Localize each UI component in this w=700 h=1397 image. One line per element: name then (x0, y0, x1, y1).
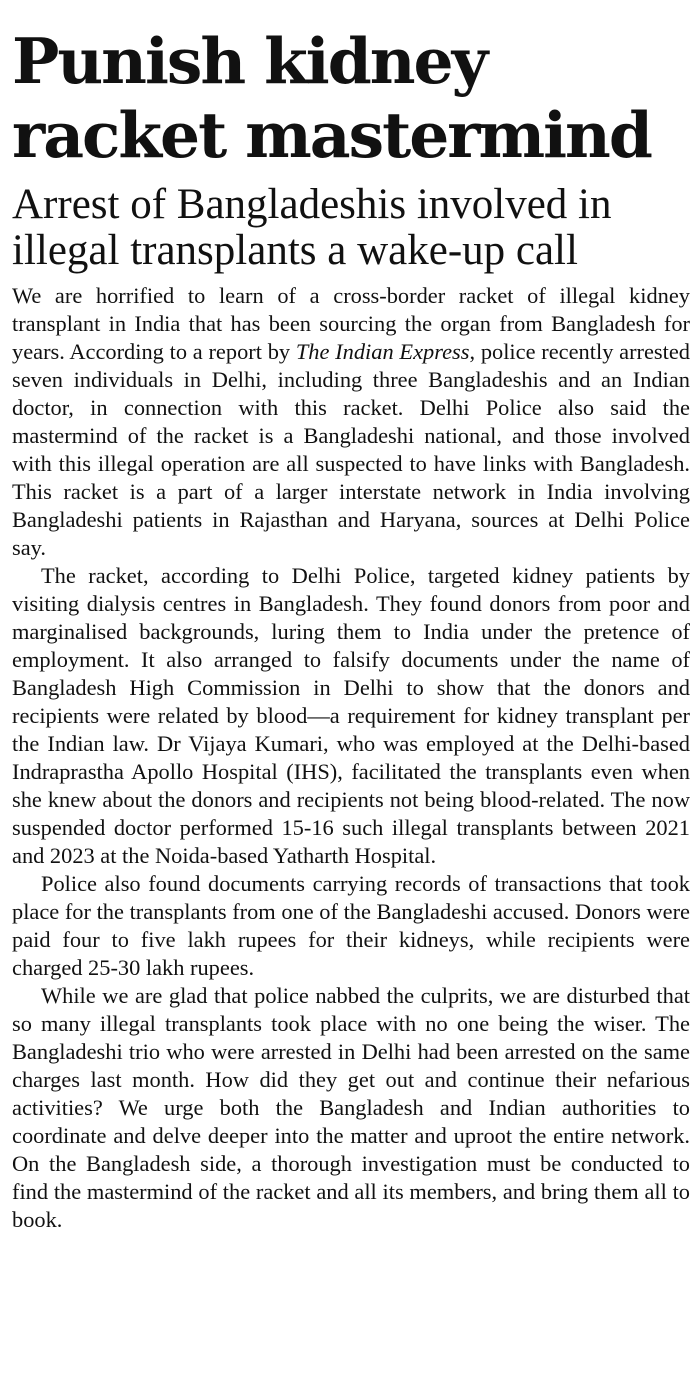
paragraph-4: While we are glad that police nabbed the culprits, we are disturbed that so many illegal transplants took place with no one being the wiser. The Bangladeshi trio who were arrested in Delhi had been arrested on the same charges last month. How did they get out and continue their nefarious activities? We urge both the Bangladesh and Indian authorities to coordinate and delve deeper into the matter and uproot the entire network. On the Bangladesh side, a thorough investigation must be conducted to find the mastermind of the racket and all its members, and bring them all to book. (12, 983, 690, 1232)
paragraph-1 (12, 282, 690, 562)
paragraph-1-text-start: We are horrified to learn of a cross-border racket of illegal kidney transplant in India that has been sourcing the organ from Bangladesh for years. According to a report by (12, 283, 690, 364)
paragraph-1-text-end: , police recently arrested seven individuals in Delhi, including three Bangladeshis and an Indian doctor, in connection with this racket. Delhi Police also said the mastermind of the racket is a Bangladeshi national, and those involved with this illegal operation are all suspected to have links with Bangladesh. This racket is a part of a larger interstate network in India involving Bangladeshi patients in Rajasthan and Haryana, sources at Delhi Police say. (12, 339, 690, 560)
editorial-article (12, 24, 690, 1234)
subheadline: Arrest of Bangladeshis involved in illegal transplants a wake-up call (12, 181, 612, 274)
paragraph-2: The racket, according to Delhi Police, targeted kidney patients by visiting dialysis centres in Bangladesh. They found donors from poor and marginalised backgrounds, luring them to India under the pretence of employment. It also arranged to falsify documents under the name of Bangladesh High Commission in Delhi to show that the donors and recipients were related by blood—a requirement for kidney transplant per the Indian law. Dr Vijaya Kumari, who was employed at the Delhi-based Indraprastha Apollo Hospital (IHS), facilitated the transplants even when she knew about the donors and recipients not being blood-related. The now suspended doctor performed 15-16 such illegal transplants between 2021 and 2023 at the Noida-based Yatharth Hospital. (12, 563, 690, 868)
headline: Punish kidney racket mastermind (12, 24, 651, 172)
paragraph-3: Police also found documents carrying records of transactions that took place for the transplants from one of the Bangladeshi accused. Donors were paid four to five lakh rupees for their kidneys, while recipients were charged 25-30 lakh rupees. (12, 871, 690, 980)
article-body (12, 282, 690, 1234)
publication-name: The Indian Express (295, 339, 470, 364)
